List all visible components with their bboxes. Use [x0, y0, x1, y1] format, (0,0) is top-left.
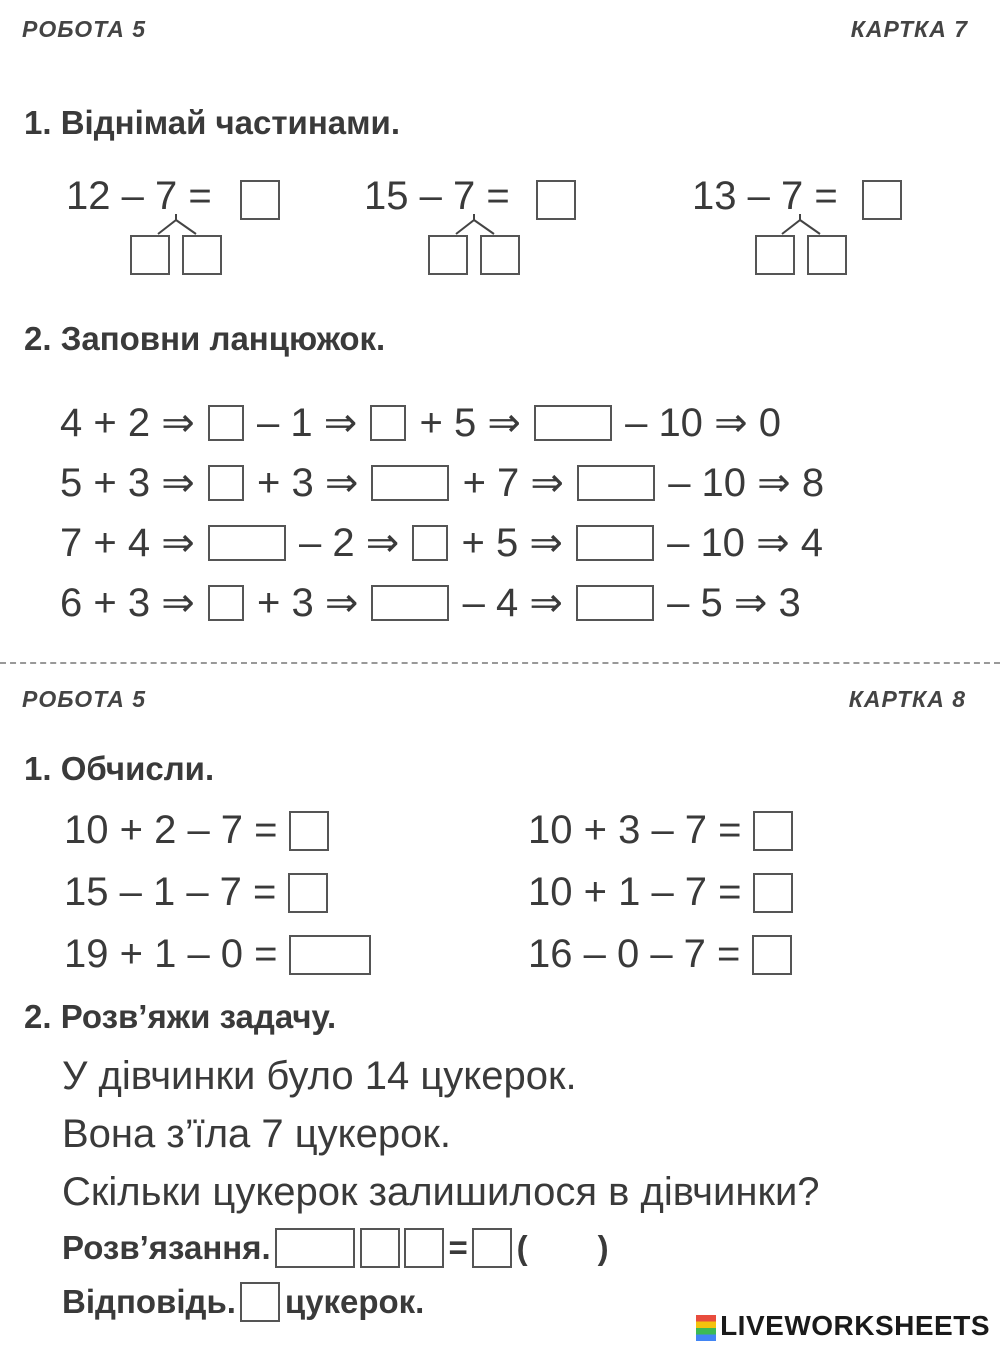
chain-op: + 7	[462, 460, 520, 505]
chain-op: – 1	[256, 400, 313, 445]
split-lines	[150, 212, 210, 236]
arrow-icon: ⇒	[757, 461, 791, 505]
calc-item	[64, 870, 328, 915]
solution-label: Розв’язання.	[62, 1229, 271, 1266]
chain-op: – 2	[298, 520, 355, 565]
calc-label: 10 + 1 – 7 =	[528, 870, 742, 914]
problem-line: Скільки цукерок залишилося в дівчинки?	[62, 1170, 820, 1214]
watermark-text: LIVEWORKSHEETS	[720, 1310, 990, 1341]
chain-end: 3	[778, 580, 801, 625]
calc-label: 15 – 1 – 7 =	[64, 870, 277, 914]
chain-box[interactable]	[208, 405, 244, 441]
watermark	[696, 1310, 990, 1342]
subtract-label: 15 – 7 =	[364, 174, 510, 218]
calc-item	[528, 932, 792, 977]
arrow-icon: ⇒	[530, 461, 564, 505]
part-box[interactable]	[130, 235, 170, 275]
subtract-label: 12 – 7 =	[66, 174, 212, 218]
card7-header-right: КАРТКА 7	[850, 16, 968, 42]
chain-op: + 5	[419, 400, 477, 445]
chain-op: + 3	[256, 460, 314, 505]
arrow-icon: ⇒	[714, 401, 748, 445]
subtract-label: 13 – 7 =	[692, 174, 838, 218]
arrow-icon: ⇒	[529, 521, 563, 565]
answer-box[interactable]	[752, 935, 792, 975]
operator-box[interactable]	[360, 1228, 400, 1268]
chain-op: – 5	[667, 580, 723, 625]
chain-end: 8	[801, 460, 825, 505]
liveworksheets-logo-icon	[696, 1315, 716, 1341]
part-box[interactable]	[755, 235, 795, 275]
arrow-icon: ⇒	[161, 461, 195, 505]
problem-line: Вона з’їла 7 цукерок.	[62, 1112, 451, 1156]
arrow-icon: ⇒	[733, 581, 768, 625]
solution-row	[62, 1228, 609, 1268]
chain-op: + 5	[461, 520, 519, 565]
chain-start: 4 + 2	[60, 400, 151, 445]
answer-box[interactable]	[288, 873, 328, 913]
chain-end: 4	[800, 520, 823, 565]
calc-item	[528, 870, 793, 915]
chain-box[interactable]	[576, 525, 654, 561]
arrow-icon: ⇒	[161, 401, 195, 445]
calc-item	[528, 808, 793, 853]
answer-label: Відповідь.	[62, 1283, 236, 1320]
part-box[interactable]	[182, 235, 222, 275]
chain-start: 7 + 4	[60, 520, 151, 565]
result-box[interactable]	[472, 1228, 512, 1268]
arrow-icon: ⇒	[365, 521, 400, 565]
calc-item	[64, 808, 329, 853]
equals-sign: =	[448, 1229, 468, 1266]
chain-box[interactable]	[371, 465, 449, 501]
answer-box[interactable]	[289, 935, 371, 975]
paren-open: (	[516, 1229, 528, 1266]
answer-box[interactable]	[753, 811, 793, 851]
answer-box[interactable]	[753, 873, 793, 913]
calc-label: 19 + 1 – 0 =	[64, 932, 278, 976]
chain-row	[60, 400, 781, 446]
part-box[interactable]	[480, 235, 520, 275]
arrow-icon: ⇒	[487, 401, 521, 445]
answer-box[interactable]	[862, 180, 902, 220]
card7-task2-title: 2. Заповни ланцюжок.	[24, 320, 386, 357]
part-box[interactable]	[428, 235, 468, 275]
chain-op: – 10	[668, 460, 747, 505]
chain-box[interactable]	[370, 405, 406, 441]
chain-end: 0	[758, 400, 781, 445]
chain-op: – 10	[667, 520, 745, 565]
chain-op: – 4	[462, 580, 519, 625]
arrow-icon: ⇒	[529, 581, 563, 625]
split-lines	[448, 212, 508, 236]
part-box[interactable]	[807, 235, 847, 275]
answer-box[interactable]	[289, 811, 329, 851]
arrow-icon: ⇒	[324, 461, 359, 505]
paren-close: )	[597, 1229, 609, 1266]
calc-label: 16 – 0 – 7 =	[528, 932, 741, 976]
chain-box[interactable]	[208, 585, 244, 621]
card7-header-left: РОБОТА 5	[22, 16, 147, 42]
chain-start: 6 + 3	[60, 580, 151, 625]
card8-task1-title: 1. Обчисли.	[24, 750, 215, 787]
solution-box[interactable]	[275, 1228, 355, 1268]
arrow-icon: ⇒	[323, 401, 358, 445]
chain-op: + 3	[256, 580, 314, 625]
calc-label: 10 + 3 – 7 =	[528, 808, 742, 852]
problem-line: У дівчинки було 14 цукерок.	[62, 1054, 577, 1098]
answer-unit: цукерок.	[284, 1283, 425, 1320]
card8-header-right: КАРТКА 8	[848, 686, 966, 712]
chain-row	[60, 580, 801, 626]
cut-line	[0, 662, 1000, 664]
card8-header-left: РОБОТА 5	[22, 686, 147, 712]
answer-row	[62, 1282, 424, 1322]
chain-box[interactable]	[208, 465, 244, 501]
chain-box[interactable]	[208, 525, 286, 561]
chain-box[interactable]	[577, 465, 655, 501]
card7-task1-title: 1. Віднімай частинами.	[24, 104, 400, 141]
card8-task2-title: 2. Розв’яжи задачу.	[24, 998, 337, 1035]
chain-row	[60, 520, 823, 566]
chain-start: 5 + 3	[60, 460, 151, 505]
chain-box[interactable]	[412, 525, 448, 561]
chain-box[interactable]	[534, 405, 612, 441]
arrow-icon: ⇒	[324, 581, 359, 625]
arrow-icon: ⇒	[161, 581, 195, 625]
arrow-icon: ⇒	[161, 521, 195, 565]
calc-label: 10 + 2 – 7 =	[64, 808, 278, 852]
answer-box[interactable]	[240, 180, 280, 220]
answer-box[interactable]	[536, 180, 576, 220]
split-lines	[774, 212, 834, 236]
calc-item	[64, 932, 371, 977]
answer-box[interactable]	[240, 1282, 280, 1322]
solution-box[interactable]	[404, 1228, 444, 1268]
chain-op: – 10	[625, 400, 703, 445]
chain-box[interactable]	[576, 585, 654, 621]
arrow-icon: ⇒	[756, 521, 790, 565]
chain-row	[60, 460, 824, 506]
chain-box[interactable]	[371, 585, 449, 621]
